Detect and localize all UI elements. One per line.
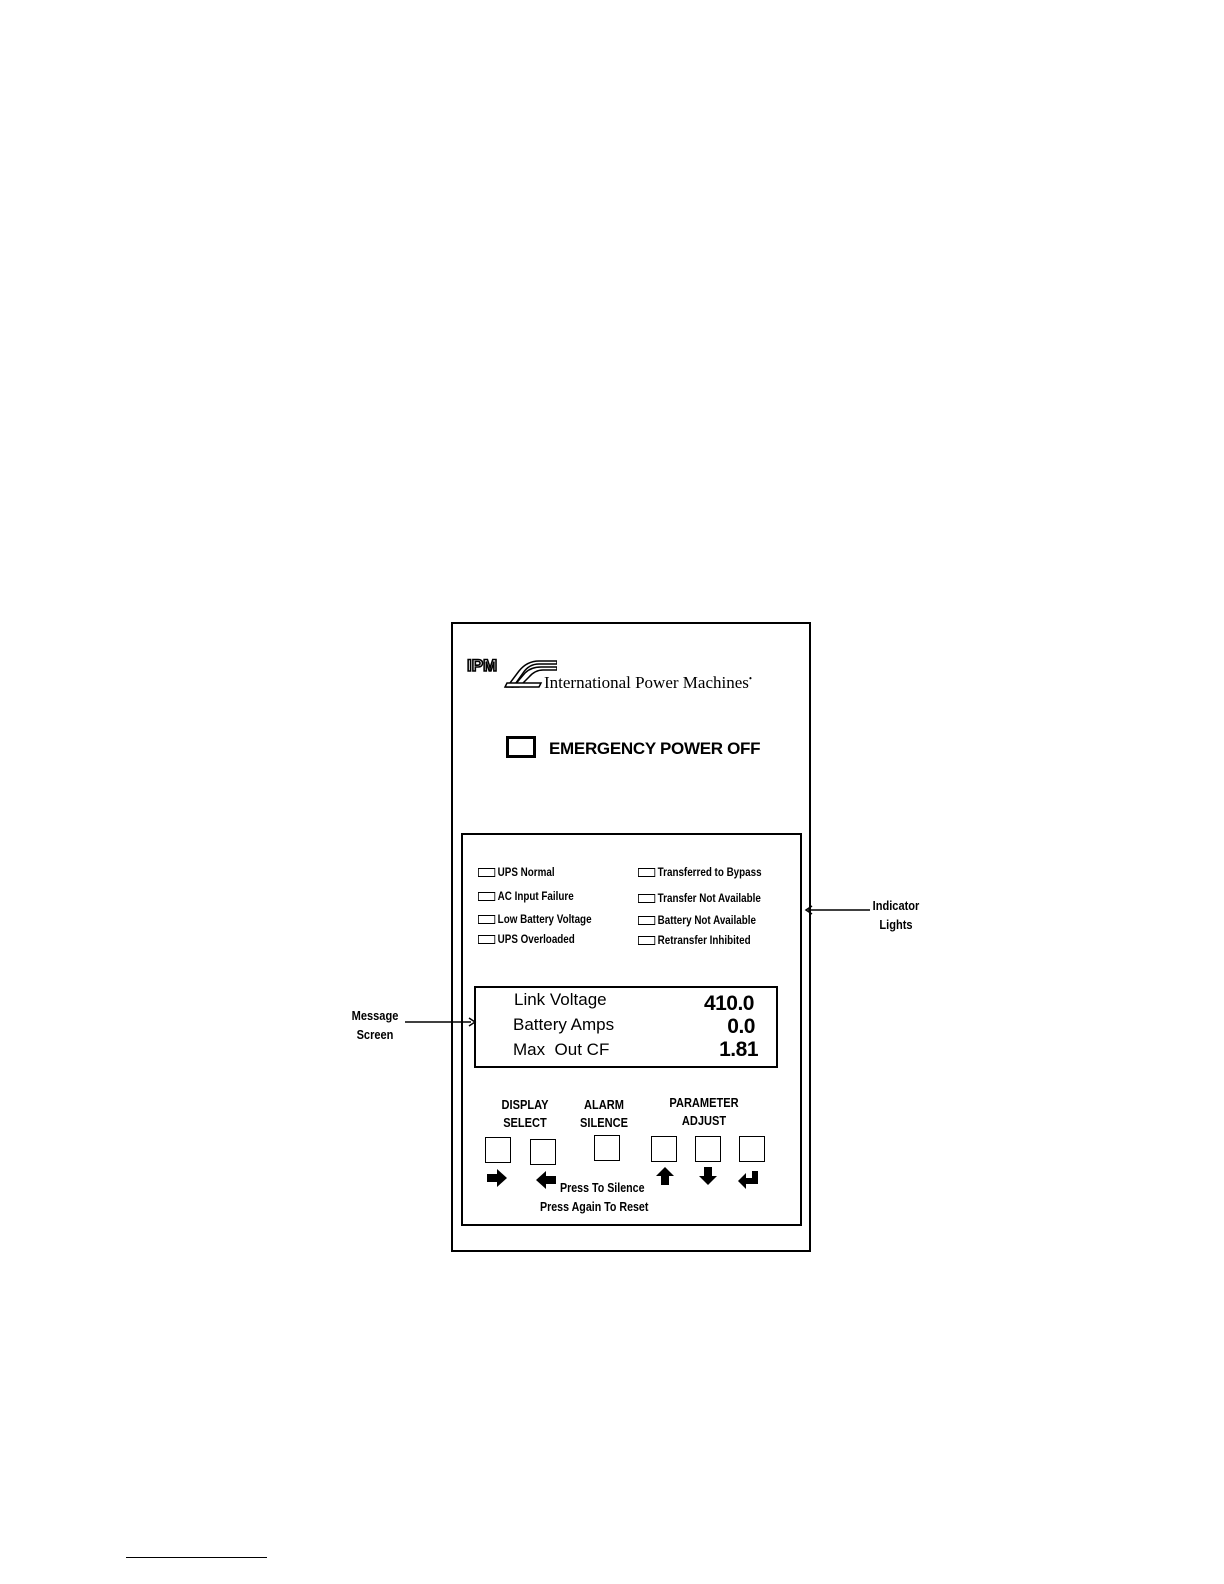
press-again-reset-note: Press Again To Reset (540, 1199, 649, 1214)
indicator-lights-callout (865, 896, 926, 934)
indicator-low-battery-voltage (478, 912, 592, 926)
parameter-adjust-label-line: PARAMETER (669, 1095, 739, 1110)
indicator-lights-leader-line (804, 904, 870, 916)
right-arrow-icon (486, 1168, 508, 1188)
parameter-adjust-down-button[interactable] (695, 1136, 721, 1162)
indicator-label: Retransfer Inhibited (657, 933, 751, 947)
indicator-ups-normal (478, 865, 555, 879)
callout-line: Screen (356, 1027, 394, 1042)
company-name-text: International Power Machines (544, 673, 749, 692)
message-row-label: Battery Amps (513, 1015, 615, 1034)
indicator-light (478, 935, 495, 944)
callout-line: Message (351, 1008, 399, 1023)
parameter-adjust-up-button[interactable] (651, 1136, 677, 1162)
indicator-retransfer-inhibited (638, 933, 751, 947)
callout-line: Lights (879, 917, 913, 932)
left-arrow-icon (535, 1170, 557, 1190)
logo-mark-text: IPM (467, 656, 498, 675)
indicator-light (638, 916, 655, 925)
indicator-light (638, 936, 655, 945)
indicator-ac-input-failure (478, 889, 574, 903)
footnote-separator (126, 1557, 267, 1558)
company-name (544, 673, 752, 693)
indicator-light (478, 915, 495, 924)
indicator-label: UPS Normal (497, 865, 555, 879)
display-select-label-line: DISPLAY (501, 1097, 549, 1112)
alarm-silence-label-line: ALARM (584, 1097, 624, 1112)
parameter-adjust-label (665, 1094, 743, 1130)
display-select-label (491, 1096, 559, 1132)
indicator-label: AC Input Failure (497, 889, 574, 903)
message-row-value: 1.81 (719, 1038, 758, 1061)
emergency-power-off-label: EMERGENCY POWER OFF (549, 739, 761, 758)
indicator-label: Low Battery Voltage (497, 912, 592, 926)
down-arrow-icon (697, 1166, 719, 1186)
press-to-silence-note: Press To Silence (560, 1180, 645, 1195)
indicator-light (638, 868, 655, 877)
alarm-silence-button[interactable] (594, 1135, 620, 1161)
message-row-value: 410.0 (703, 992, 754, 1015)
indicator-light (478, 868, 495, 877)
alarm-silence-label (573, 1096, 634, 1132)
up-arrow-icon (654, 1166, 676, 1186)
emergency-power-off-button[interactable] (506, 736, 536, 758)
indicator-transfer-not-available (638, 891, 761, 905)
message-row-label: Link Voltage (514, 990, 607, 1009)
callout-line: Indicator (872, 898, 920, 913)
parameter-adjust-label-line: ADJUST (681, 1113, 727, 1128)
message-screen-callout (345, 1006, 405, 1044)
indicator-ups-overloaded (478, 932, 575, 946)
message-screen-leader-line (405, 1016, 477, 1028)
indicator-battery-not-available (638, 913, 756, 927)
indicator-label: UPS Overloaded (497, 932, 575, 946)
indicator-light (478, 892, 495, 901)
indicator-transferred-to-bypass (638, 865, 762, 879)
indicator-label: Transfer Not Available (657, 891, 761, 905)
alarm-silence-label-line: SILENCE (580, 1115, 628, 1130)
display-select-label-line: SELECT (503, 1115, 547, 1130)
indicator-label: Transferred to Bypass (657, 865, 762, 879)
message-row-label: Max Out CF (513, 1040, 610, 1059)
display-select-previous-button[interactable] (530, 1139, 556, 1165)
message-row-value: 0.0 (727, 1015, 755, 1038)
registered-mark: • (748, 673, 753, 684)
enter-arrow-icon (737, 1170, 759, 1190)
indicator-label: Battery Not Available (657, 913, 756, 927)
indicator-light (638, 894, 655, 903)
parameter-adjust-enter-button[interactable] (739, 1136, 765, 1162)
display-select-next-button[interactable] (485, 1137, 511, 1163)
